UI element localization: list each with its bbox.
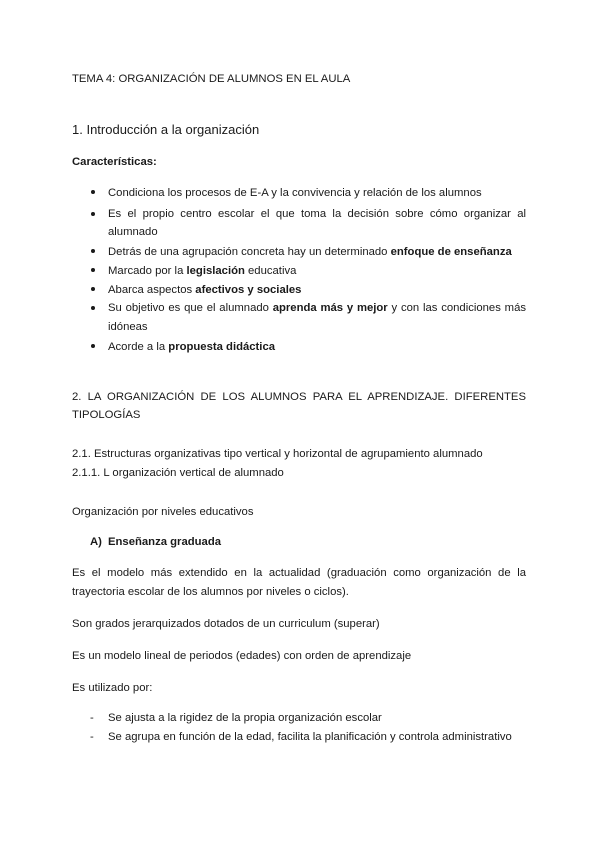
list-item-text: Acorde a la: [108, 341, 169, 353]
list-item: [108, 301, 526, 315]
paragraph-2: Son grados jerarquizados dotados de un curriculum (superar): [72, 618, 380, 630]
list-item-bold: enfoque de enseñanza: [390, 246, 512, 258]
list-item: Es el propio centro escolar el que toma la decisión sobre cómo organizar al: [108, 208, 526, 220]
dash-marker: -: [90, 712, 94, 724]
document-title: TEMA 4: ORGANIZACIÓN DE ALUMNOS EN EL AULA: [72, 73, 351, 85]
paragraph-1-continuation: trayectoria escolar de los alumnos por niveles o ciclos).: [72, 586, 349, 598]
bullet-marker: [91, 344, 95, 348]
paragraph-1: Es el modelo más extendido en la actualidad (graduación como organización de la: [72, 567, 526, 579]
bullet-marker: [91, 190, 95, 194]
list-item-text: educativa: [244, 265, 297, 277]
org-levels-label: Organización por niveles educativos: [72, 506, 254, 518]
list-item-text: Su objetivo es que el alumnado: [108, 302, 273, 314]
list-item: [108, 245, 512, 259]
subsection-2-1: 2.1. Estructuras organizativas tipo vertical y horizontal de agrupamiento alumnado: [72, 448, 483, 460]
dash-marker: -: [90, 731, 94, 743]
section-1-heading: 1. Introducción a la organización: [72, 122, 260, 137]
list-item: [108, 340, 275, 354]
bullet-marker: [91, 268, 95, 272]
bullet-marker: [91, 287, 95, 291]
list-item-text: Detrás de una agrupación concreta hay un determinado: [108, 246, 391, 258]
list-item: [108, 283, 301, 297]
used-by-label: Es utilizado por:: [72, 682, 153, 694]
bullet-marker: [91, 306, 95, 310]
bullet-marker: [91, 212, 95, 216]
list-item-continuation: alumnado: [108, 226, 158, 238]
list-item-bold: aprenda más y mejor: [272, 302, 388, 314]
list-item-bold: afectivos y sociales: [195, 284, 302, 296]
bullet-marker: [91, 249, 95, 253]
list-item-text: Marcado por la: [108, 265, 187, 277]
list-item-bold: propuesta didáctica: [168, 341, 276, 353]
list-item-text: y con las condiciones más: [387, 302, 526, 314]
list-item-continuation: idóneas: [108, 321, 148, 333]
list-item-text: Abarca aspectos: [108, 284, 196, 296]
item-a-title: Enseñanza graduada: [108, 536, 222, 548]
list-item: Condiciona los procesos de E-A y la convivencia y relación de los alumnos: [108, 187, 482, 199]
item-a-label: A): [90, 536, 102, 548]
list-item: Se ajusta a la rigidez de la propia organización escolar: [108, 712, 382, 724]
section-2-heading: 2. LA ORGANIZACIÓN DE LOS ALUMNOS PARA EL APRENDIZAJE. DIFERENTES: [72, 391, 526, 403]
list-item: [108, 264, 296, 278]
paragraph-3: Es un modelo lineal de periodos (edades) con orden de aprendizaje: [72, 650, 412, 662]
characteristics-subheading: Características:: [72, 156, 157, 168]
section-2-heading-continuation: TIPOLOGÍAS: [72, 409, 141, 421]
list-item: Se agrupa en función de la edad, facilita la planificación y controla administrativo: [108, 731, 512, 743]
subsection-2-1-1: 2.1.1. L organización vertical de alumnado: [72, 467, 284, 479]
list-item-bold: legislación: [186, 265, 245, 277]
